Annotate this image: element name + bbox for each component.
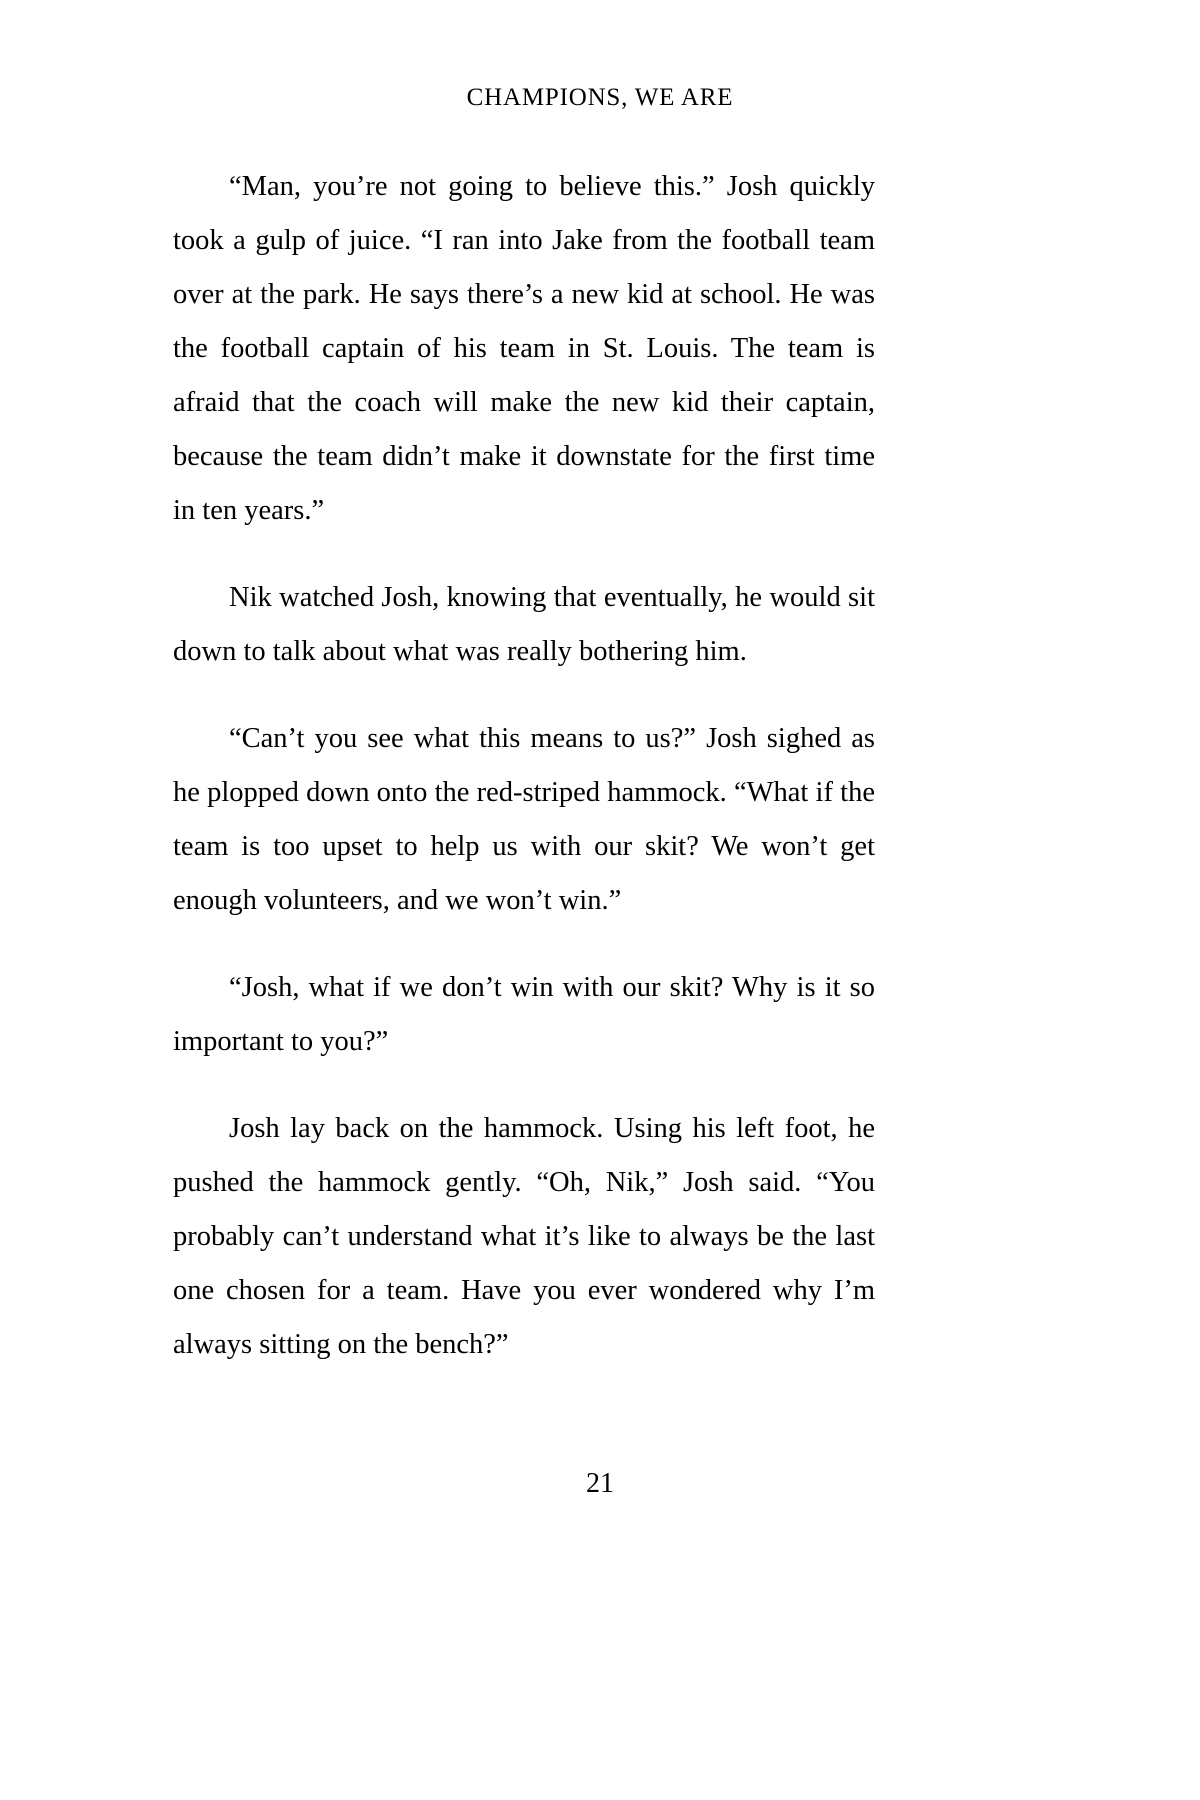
paragraph: “Man, you’re not going to believe this.” Josh quickly took a gulp of juice. “I ran into Jake from the football team over at the park. He says there’s a new kid at school. He was the football captain of his team in St. Louis. The team is afraid that the coach will make the new kid their captain, because the team didn’t make it downstate for the first time in ten years.” bbox=[173, 171, 875, 526]
paragraph: Josh lay back on the hammock. Using his left foot, he pushed the hammock gently. “Oh, Nik,” Josh said. “You probably can’t understand what it’s like to always be the last one chosen for a team. Have you ever wondered why I’m always sitting on the bench?” bbox=[173, 1113, 875, 1360]
running-header: CHAMPIONS, WE ARE bbox=[466, 84, 734, 111]
body-text-block bbox=[173, 160, 875, 1372]
paragraph: Nik watched Josh, knowing that eventually, he would sit down to talk about what was really bothering him. bbox=[173, 582, 875, 667]
paragraph: “Josh, what if we don’t win with our skit? Why is it so important to you?” bbox=[173, 972, 875, 1057]
page-number: 21 bbox=[586, 1468, 614, 1499]
paragraph: “Can’t you see what this means to us?” Josh sighed as he plopped down onto the red-striped hammock. “What if the team is too upset to help us with our skit? We won’t get enough volunteers, and we won’t win.” bbox=[173, 723, 875, 916]
